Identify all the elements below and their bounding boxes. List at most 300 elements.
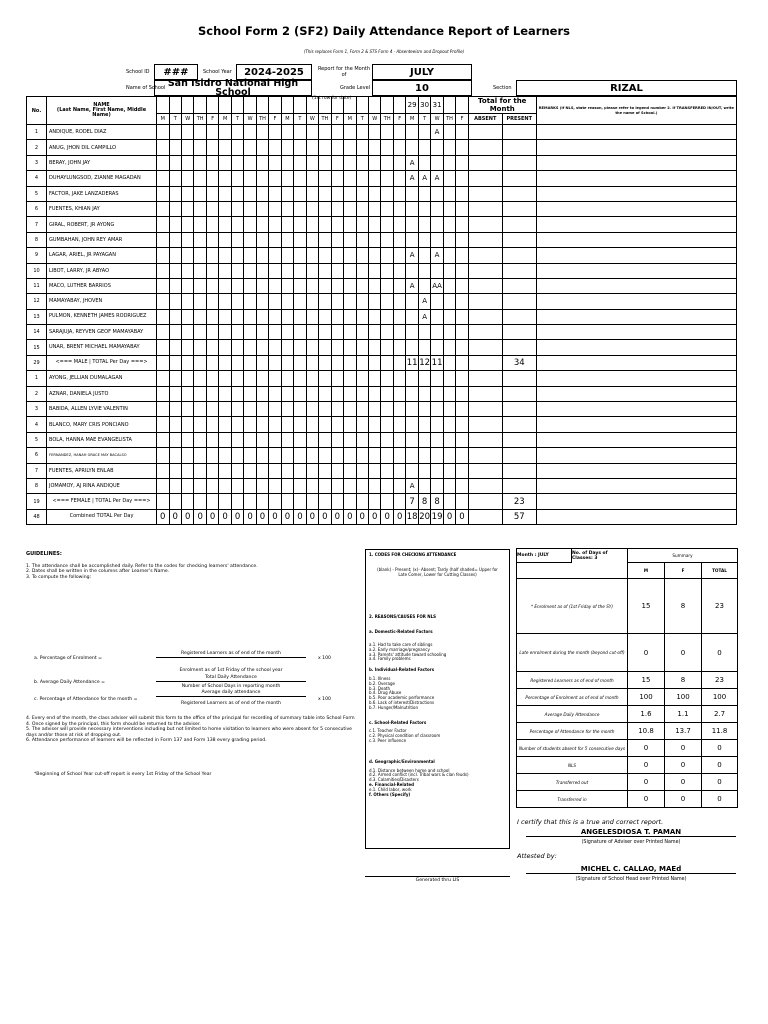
remarks-cell[interactable]: [536, 448, 736, 463]
attendance-cell[interactable]: [231, 171, 243, 186]
attendance-cell[interactable]: [406, 201, 418, 216]
attendance-cell[interactable]: [418, 125, 430, 140]
attendance-cell[interactable]: [369, 171, 381, 186]
attendance-cell[interactable]: [169, 432, 181, 447]
attendance-cell[interactable]: [393, 432, 405, 447]
attendance-cell[interactable]: [369, 294, 381, 309]
attendance-cell[interactable]: [344, 417, 356, 432]
attendance-cell[interactable]: [256, 478, 268, 493]
attendance-cell[interactable]: [331, 448, 343, 463]
attendance-cell[interactable]: [406, 448, 418, 463]
attendance-cell[interactable]: [294, 263, 306, 278]
attendance-cell[interactable]: [344, 402, 356, 417]
attendance-cell[interactable]: [393, 309, 405, 324]
attendance-cell[interactable]: [344, 201, 356, 216]
remarks-cell[interactable]: [536, 340, 736, 355]
attendance-cell[interactable]: [219, 386, 231, 401]
attendance-cell[interactable]: [306, 140, 318, 155]
attendance-cell[interactable]: [406, 186, 418, 201]
attendance-cell[interactable]: [256, 248, 268, 263]
attendance-cell[interactable]: [206, 171, 218, 186]
remarks-cell[interactable]: [536, 325, 736, 340]
attendance-cell[interactable]: [256, 432, 268, 447]
attendance-cell[interactable]: [406, 232, 418, 247]
attendance-cell[interactable]: [418, 432, 430, 447]
attendance-cell[interactable]: [431, 402, 443, 417]
attendance-cell[interactable]: [393, 417, 405, 432]
attendance-cell[interactable]: [294, 248, 306, 263]
attendance-cell[interactable]: [281, 417, 293, 432]
attendance-cell[interactable]: [443, 278, 455, 293]
attendance-cell[interactable]: [181, 309, 193, 324]
attendance-cell[interactable]: [406, 325, 418, 340]
attendance-cell[interactable]: A: [431, 248, 443, 263]
attendance-cell[interactable]: [306, 263, 318, 278]
attendance-cell[interactable]: [306, 217, 318, 232]
attendance-cell[interactable]: [194, 294, 206, 309]
attendance-cell[interactable]: [206, 325, 218, 340]
attendance-cell[interactable]: [393, 232, 405, 247]
attendance-cell[interactable]: [393, 478, 405, 493]
attendance-cell[interactable]: [294, 278, 306, 293]
attendance-cell[interactable]: [194, 432, 206, 447]
attendance-cell[interactable]: [169, 217, 181, 232]
attendance-cell[interactable]: [406, 371, 418, 386]
attendance-cell[interactable]: [294, 325, 306, 340]
attendance-cell[interactable]: [157, 340, 169, 355]
remarks-cell[interactable]: [536, 248, 736, 263]
school-id-field[interactable]: ###: [154, 64, 198, 80]
attendance-cell[interactable]: [194, 155, 206, 170]
attendance-cell[interactable]: [231, 186, 243, 201]
attendance-cell[interactable]: [456, 155, 468, 170]
attendance-cell[interactable]: [418, 340, 430, 355]
attendance-cell[interactable]: [431, 340, 443, 355]
attendance-cell[interactable]: [169, 248, 181, 263]
attendance-cell[interactable]: [381, 125, 393, 140]
attendance-cell[interactable]: [456, 278, 468, 293]
attendance-cell[interactable]: [356, 463, 368, 478]
attendance-cell[interactable]: [418, 463, 430, 478]
attendance-cell[interactable]: [356, 263, 368, 278]
attendance-cell[interactable]: [256, 294, 268, 309]
attendance-cell[interactable]: [231, 232, 243, 247]
attendance-cell[interactable]: [294, 232, 306, 247]
attendance-cell[interactable]: [356, 402, 368, 417]
attendance-cell[interactable]: [206, 263, 218, 278]
attendance-cell[interactable]: [369, 325, 381, 340]
attendance-cell[interactable]: [418, 278, 430, 293]
attendance-cell[interactable]: [194, 248, 206, 263]
attendance-cell[interactable]: [269, 432, 281, 447]
attendance-cell[interactable]: [393, 171, 405, 186]
attendance-cell[interactable]: A: [406, 248, 418, 263]
attendance-cell[interactable]: [269, 171, 281, 186]
attendance-cell[interactable]: [169, 371, 181, 386]
attendance-cell[interactable]: [169, 140, 181, 155]
attendance-cell[interactable]: [256, 386, 268, 401]
attendance-cell[interactable]: [443, 263, 455, 278]
attendance-cell[interactable]: [157, 232, 169, 247]
attendance-cell[interactable]: [393, 386, 405, 401]
attendance-cell[interactable]: [331, 263, 343, 278]
attendance-cell[interactable]: [181, 478, 193, 493]
remarks-cell[interactable]: [536, 417, 736, 432]
attendance-cell[interactable]: [381, 402, 393, 417]
attendance-cell[interactable]: [294, 371, 306, 386]
attendance-cell[interactable]: [331, 294, 343, 309]
attendance-cell[interactable]: [443, 171, 455, 186]
attendance-cell[interactable]: [169, 201, 181, 216]
attendance-cell[interactable]: [231, 386, 243, 401]
attendance-cell[interactable]: [418, 186, 430, 201]
remarks-cell[interactable]: [536, 478, 736, 493]
attendance-cell[interactable]: [169, 340, 181, 355]
attendance-cell[interactable]: [256, 263, 268, 278]
attendance-cell[interactable]: [356, 294, 368, 309]
attendance-cell[interactable]: [231, 294, 243, 309]
attendance-cell[interactable]: [331, 278, 343, 293]
attendance-cell[interactable]: [319, 340, 331, 355]
attendance-cell[interactable]: [281, 186, 293, 201]
attendance-cell[interactable]: [157, 432, 169, 447]
attendance-cell[interactable]: [356, 309, 368, 324]
attendance-cell[interactable]: [406, 386, 418, 401]
attendance-cell[interactable]: [344, 309, 356, 324]
attendance-cell[interactable]: [443, 417, 455, 432]
attendance-cell[interactable]: [356, 417, 368, 432]
attendance-cell[interactable]: [256, 325, 268, 340]
attendance-cell[interactable]: [418, 417, 430, 432]
attendance-cell[interactable]: [231, 448, 243, 463]
attendance-cell[interactable]: [281, 386, 293, 401]
attendance-cell[interactable]: [319, 125, 331, 140]
attendance-cell[interactable]: [256, 186, 268, 201]
attendance-cell[interactable]: [281, 248, 293, 263]
attendance-cell[interactable]: [231, 432, 243, 447]
attendance-cell[interactable]: [443, 371, 455, 386]
attendance-cell[interactable]: [281, 171, 293, 186]
attendance-cell[interactable]: [356, 125, 368, 140]
attendance-cell[interactable]: [181, 186, 193, 201]
attendance-cell[interactable]: [281, 155, 293, 170]
attendance-cell[interactable]: [194, 478, 206, 493]
attendance-cell[interactable]: [393, 155, 405, 170]
attendance-cell[interactable]: [181, 278, 193, 293]
attendance-cell[interactable]: [431, 201, 443, 216]
attendance-cell[interactable]: [331, 201, 343, 216]
attendance-cell[interactable]: A: [406, 171, 418, 186]
attendance-cell[interactable]: [206, 463, 218, 478]
attendance-cell[interactable]: [456, 309, 468, 324]
attendance-cell[interactable]: [281, 201, 293, 216]
attendance-cell[interactable]: [194, 402, 206, 417]
attendance-cell[interactable]: [294, 340, 306, 355]
attendance-cell[interactable]: [219, 201, 231, 216]
attendance-cell[interactable]: [369, 248, 381, 263]
attendance-cell[interactable]: [344, 432, 356, 447]
attendance-cell[interactable]: [194, 171, 206, 186]
attendance-cell[interactable]: [306, 478, 318, 493]
attendance-cell[interactable]: [431, 325, 443, 340]
attendance-cell[interactable]: [456, 294, 468, 309]
attendance-cell[interactable]: [206, 386, 218, 401]
attendance-cell[interactable]: [206, 402, 218, 417]
attendance-cell[interactable]: [443, 432, 455, 447]
attendance-cell[interactable]: [344, 294, 356, 309]
attendance-cell[interactable]: [194, 309, 206, 324]
attendance-cell[interactable]: [256, 340, 268, 355]
attendance-cell[interactable]: [231, 340, 243, 355]
attendance-cell[interactable]: [319, 140, 331, 155]
attendance-cell[interactable]: [369, 201, 381, 216]
attendance-cell[interactable]: [244, 171, 256, 186]
attendance-cell[interactable]: [194, 448, 206, 463]
attendance-cell[interactable]: [406, 340, 418, 355]
attendance-cell[interactable]: [319, 232, 331, 247]
attendance-cell[interactable]: [244, 432, 256, 447]
attendance-cell[interactable]: [431, 432, 443, 447]
attendance-cell[interactable]: [431, 232, 443, 247]
remarks-cell[interactable]: [536, 309, 736, 324]
attendance-cell[interactable]: [319, 171, 331, 186]
attendance-cell[interactable]: [456, 463, 468, 478]
attendance-cell[interactable]: [369, 402, 381, 417]
attendance-cell[interactable]: [443, 186, 455, 201]
attendance-cell[interactable]: [418, 325, 430, 340]
attendance-cell[interactable]: [281, 294, 293, 309]
attendance-cell[interactable]: [206, 278, 218, 293]
attendance-cell[interactable]: [306, 325, 318, 340]
attendance-cell[interactable]: [181, 155, 193, 170]
attendance-cell[interactable]: [431, 448, 443, 463]
attendance-cell[interactable]: [157, 325, 169, 340]
attendance-cell[interactable]: [431, 417, 443, 432]
remarks-cell[interactable]: [536, 201, 736, 216]
attendance-cell[interactable]: [219, 463, 231, 478]
attendance-cell[interactable]: [306, 417, 318, 432]
attendance-cell[interactable]: [393, 201, 405, 216]
attendance-cell[interactable]: [418, 232, 430, 247]
attendance-cell[interactable]: [331, 402, 343, 417]
attendance-cell[interactable]: [244, 263, 256, 278]
attendance-cell[interactable]: [393, 186, 405, 201]
attendance-cell[interactable]: [219, 371, 231, 386]
attendance-cell[interactable]: [281, 463, 293, 478]
attendance-cell[interactable]: [269, 125, 281, 140]
attendance-cell[interactable]: [381, 478, 393, 493]
attendance-cell[interactable]: [456, 371, 468, 386]
attendance-cell[interactable]: [294, 432, 306, 447]
attendance-cell[interactable]: [269, 340, 281, 355]
attendance-cell[interactable]: [181, 171, 193, 186]
attendance-cell[interactable]: [157, 125, 169, 140]
attendance-cell[interactable]: A: [406, 155, 418, 170]
attendance-cell[interactable]: [393, 340, 405, 355]
attendance-cell[interactable]: [319, 325, 331, 340]
attendance-cell[interactable]: [157, 217, 169, 232]
attendance-cell[interactable]: [169, 417, 181, 432]
attendance-cell[interactable]: [369, 140, 381, 155]
attendance-cell[interactable]: [344, 232, 356, 247]
attendance-cell[interactable]: [219, 309, 231, 324]
attendance-cell[interactable]: [157, 448, 169, 463]
attendance-cell[interactable]: A: [418, 309, 430, 324]
attendance-cell[interactable]: [194, 278, 206, 293]
attendance-cell[interactable]: [381, 463, 393, 478]
attendance-cell[interactable]: [418, 402, 430, 417]
attendance-cell[interactable]: [456, 386, 468, 401]
attendance-cell[interactable]: [418, 386, 430, 401]
attendance-cell[interactable]: [256, 417, 268, 432]
attendance-cell[interactable]: [319, 201, 331, 216]
attendance-cell[interactable]: [319, 402, 331, 417]
attendance-cell[interactable]: [443, 232, 455, 247]
attendance-cell[interactable]: [369, 263, 381, 278]
attendance-cell[interactable]: [219, 248, 231, 263]
attendance-cell[interactable]: [256, 448, 268, 463]
attendance-cell[interactable]: [194, 232, 206, 247]
attendance-cell[interactable]: [356, 186, 368, 201]
section-field[interactable]: RIZAL: [516, 80, 737, 96]
attendance-cell[interactable]: [256, 402, 268, 417]
attendance-cell[interactable]: [369, 463, 381, 478]
attendance-cell[interactable]: [256, 201, 268, 216]
attendance-cell[interactable]: [169, 294, 181, 309]
attendance-cell[interactable]: [381, 448, 393, 463]
attendance-cell[interactable]: [319, 186, 331, 201]
attendance-cell[interactable]: [443, 340, 455, 355]
attendance-cell[interactable]: [206, 155, 218, 170]
attendance-cell[interactable]: [431, 155, 443, 170]
attendance-cell[interactable]: [331, 309, 343, 324]
attendance-cell[interactable]: [319, 248, 331, 263]
attendance-cell[interactable]: [344, 386, 356, 401]
attendance-cell[interactable]: [256, 463, 268, 478]
attendance-cell[interactable]: [331, 325, 343, 340]
attendance-cell[interactable]: [256, 140, 268, 155]
attendance-cell[interactable]: [369, 186, 381, 201]
attendance-cell[interactable]: [456, 140, 468, 155]
attendance-cell[interactable]: [231, 140, 243, 155]
attendance-cell[interactable]: A: [406, 278, 418, 293]
attendance-cell[interactable]: [269, 325, 281, 340]
attendance-cell[interactable]: [418, 448, 430, 463]
attendance-cell[interactable]: [406, 294, 418, 309]
attendance-cell[interactable]: [306, 463, 318, 478]
attendance-cell[interactable]: [319, 309, 331, 324]
attendance-cell[interactable]: [306, 248, 318, 263]
attendance-cell[interactable]: [244, 294, 256, 309]
attendance-cell[interactable]: [456, 448, 468, 463]
attendance-cell[interactable]: [418, 248, 430, 263]
attendance-cell[interactable]: [169, 402, 181, 417]
attendance-cell[interactable]: A: [406, 478, 418, 493]
attendance-cell[interactable]: [381, 140, 393, 155]
attendance-cell[interactable]: [369, 448, 381, 463]
attendance-cell[interactable]: [281, 325, 293, 340]
attendance-cell[interactable]: [281, 448, 293, 463]
attendance-cell[interactable]: [157, 371, 169, 386]
attendance-cell[interactable]: [219, 325, 231, 340]
remarks-cell[interactable]: [536, 155, 736, 170]
attendance-cell[interactable]: [431, 371, 443, 386]
attendance-cell[interactable]: [206, 417, 218, 432]
attendance-cell[interactable]: [356, 432, 368, 447]
attendance-cell[interactable]: [319, 294, 331, 309]
attendance-cell[interactable]: [443, 125, 455, 140]
attendance-cell[interactable]: [244, 371, 256, 386]
attendance-cell[interactable]: [306, 171, 318, 186]
attendance-cell[interactable]: [344, 278, 356, 293]
school-name-field[interactable]: San Isidro National High School: [154, 80, 312, 96]
attendance-cell[interactable]: [331, 125, 343, 140]
attendance-cell[interactable]: [269, 186, 281, 201]
attendance-cell[interactable]: [344, 155, 356, 170]
attendance-cell[interactable]: [206, 217, 218, 232]
attendance-cell[interactable]: [331, 340, 343, 355]
attendance-cell[interactable]: [269, 417, 281, 432]
attendance-cell[interactable]: [306, 155, 318, 170]
attendance-cell[interactable]: [381, 171, 393, 186]
attendance-cell[interactable]: [418, 140, 430, 155]
attendance-cell[interactable]: [381, 248, 393, 263]
attendance-cell[interactable]: [256, 155, 268, 170]
attendance-cell[interactable]: [181, 294, 193, 309]
remarks-cell[interactable]: [536, 186, 736, 201]
attendance-cell[interactable]: [306, 432, 318, 447]
remarks-cell[interactable]: [536, 432, 736, 447]
attendance-cell[interactable]: [194, 186, 206, 201]
attendance-cell[interactable]: [157, 248, 169, 263]
attendance-cell[interactable]: [418, 263, 430, 278]
attendance-cell[interactable]: [269, 371, 281, 386]
attendance-cell[interactable]: [393, 448, 405, 463]
attendance-cell[interactable]: [369, 217, 381, 232]
attendance-cell[interactable]: [244, 186, 256, 201]
attendance-cell[interactable]: [206, 201, 218, 216]
attendance-cell[interactable]: [157, 309, 169, 324]
attendance-cell[interactable]: [294, 201, 306, 216]
attendance-cell[interactable]: [231, 325, 243, 340]
attendance-cell[interactable]: [356, 171, 368, 186]
attendance-cell[interactable]: [319, 463, 331, 478]
attendance-cell[interactable]: [331, 371, 343, 386]
attendance-cell[interactable]: [294, 217, 306, 232]
attendance-cell[interactable]: [381, 432, 393, 447]
attendance-cell[interactable]: [369, 386, 381, 401]
attendance-cell[interactable]: [306, 232, 318, 247]
attendance-cell[interactable]: [269, 294, 281, 309]
attendance-cell[interactable]: [194, 386, 206, 401]
attendance-cell[interactable]: [157, 278, 169, 293]
attendance-cell[interactable]: [244, 325, 256, 340]
attendance-cell[interactable]: [194, 201, 206, 216]
attendance-cell[interactable]: [406, 217, 418, 232]
attendance-cell[interactable]: [456, 186, 468, 201]
attendance-cell[interactable]: [281, 232, 293, 247]
attendance-cell[interactable]: [157, 263, 169, 278]
attendance-cell[interactable]: [231, 478, 243, 493]
attendance-cell[interactable]: [381, 340, 393, 355]
attendance-cell[interactable]: [294, 463, 306, 478]
attendance-cell[interactable]: [219, 402, 231, 417]
attendance-cell[interactable]: [281, 309, 293, 324]
attendance-cell[interactable]: [281, 371, 293, 386]
attendance-cell[interactable]: [306, 371, 318, 386]
attendance-cell[interactable]: [418, 478, 430, 493]
attendance-cell[interactable]: [231, 309, 243, 324]
